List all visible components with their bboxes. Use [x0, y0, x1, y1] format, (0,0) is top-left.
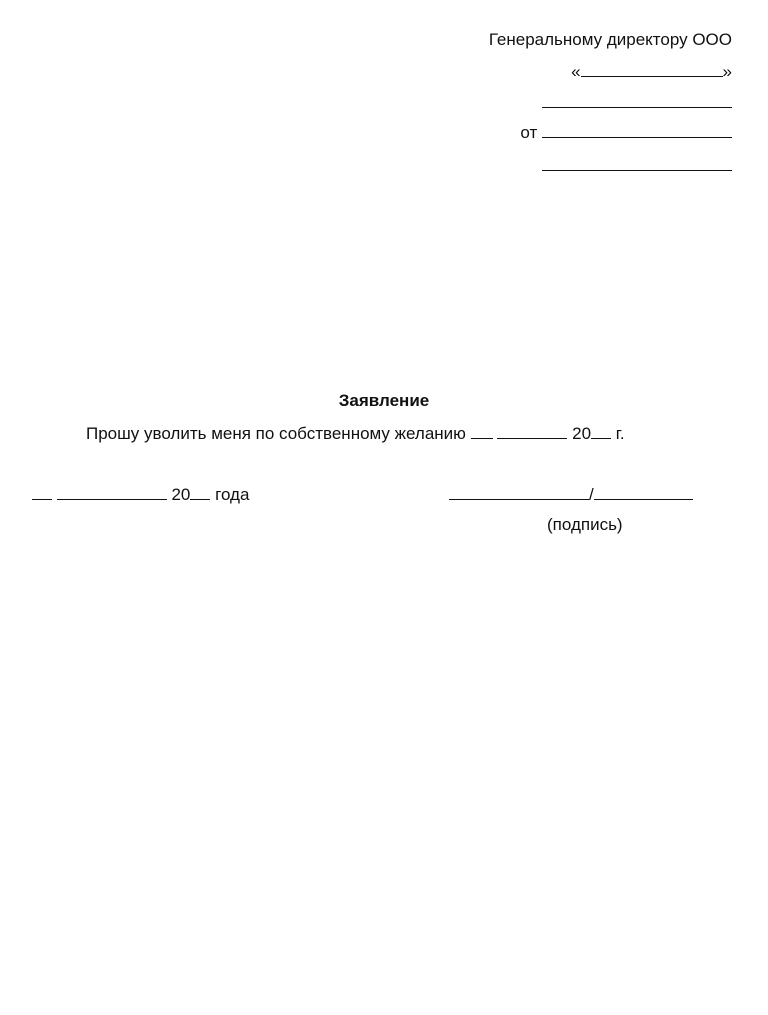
addressee-line [489, 30, 732, 50]
date-month-blank[interactable] [57, 484, 167, 500]
date-line [32, 484, 249, 505]
position-line [542, 92, 732, 113]
from-line [520, 122, 732, 143]
employee-extra-blank[interactable] [542, 155, 732, 171]
company-name-line [571, 61, 732, 82]
body-line [86, 423, 625, 444]
document-title: Заявление [338, 391, 430, 410]
body-day-blank[interactable] [471, 423, 493, 439]
date-day-blank[interactable] [32, 484, 52, 500]
signature-slash: / [589, 485, 594, 504]
signature-label: (подпись) [547, 515, 623, 534]
extra-line [542, 155, 732, 176]
date-year-suffix: года [215, 485, 250, 504]
body-year-prefix: 20 [572, 424, 592, 443]
signature-name-blank[interactable] [594, 484, 693, 500]
employee-name-blank[interactable] [542, 122, 732, 138]
signature-line [449, 484, 693, 505]
from-label: от [520, 123, 538, 142]
date-year-prefix: 20 [171, 485, 191, 504]
quote-close: » [722, 62, 732, 81]
addressee-text: Генеральному директору ООО [488, 30, 732, 49]
date-year-blank[interactable] [190, 484, 210, 500]
body-year-suffix: г. [615, 424, 625, 443]
quote-open: « [571, 62, 581, 81]
body-month-blank[interactable] [497, 423, 567, 439]
signature-blank[interactable] [449, 484, 589, 500]
employee-position-blank[interactable] [542, 92, 732, 108]
body-year-blank[interactable] [591, 423, 611, 439]
company-name-blank[interactable] [581, 61, 723, 77]
body-text: Прошу уволить меня по собственному желанию [86, 424, 466, 443]
